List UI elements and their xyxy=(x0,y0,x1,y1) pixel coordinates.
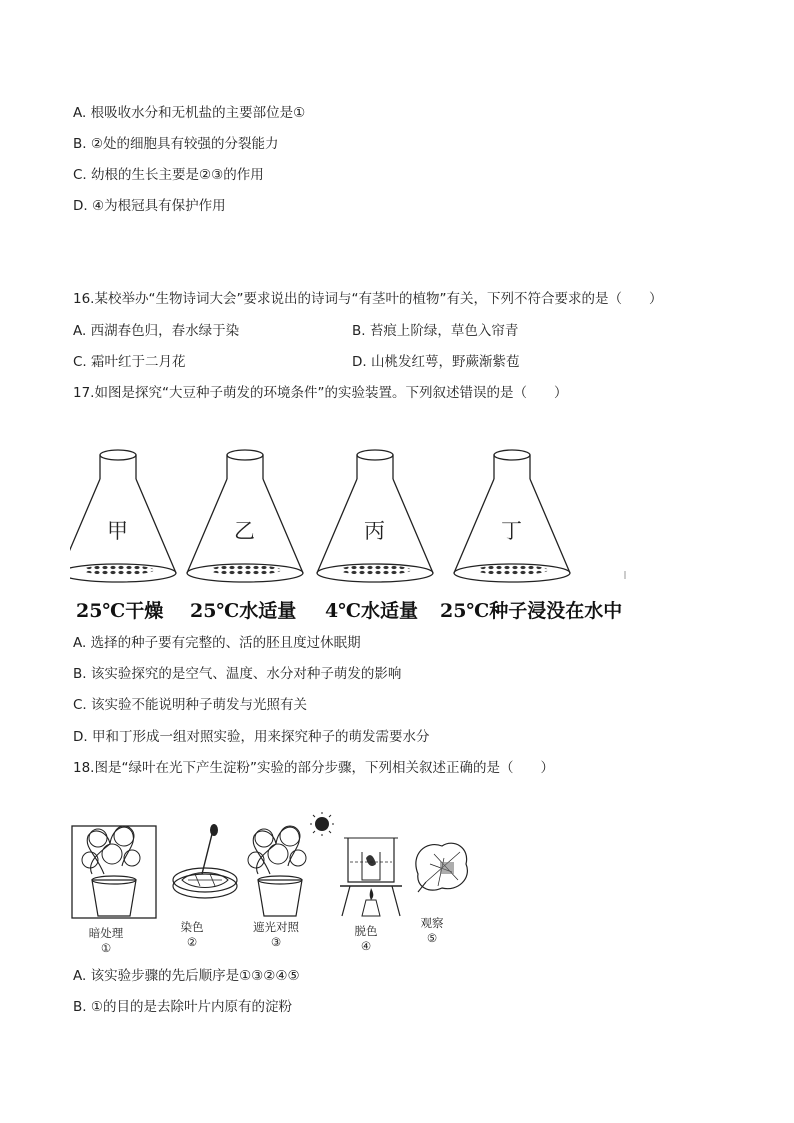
flask-condition-bing: 4℃水适量 xyxy=(325,600,418,622)
q17-stem: 17.如图是探究“大豆种子萌发的环境条件”的实验装置。下列叙述错误的是（ ） xyxy=(73,385,568,401)
q15-option-a: A. 根吸收水分和无机盐的主要部位是① xyxy=(73,105,306,121)
step-name-3: 遮光对照 xyxy=(253,920,299,934)
light-control-step xyxy=(248,812,334,916)
step-label-2 xyxy=(152,920,232,950)
q17-option-c: C. 该实验不能说明种子萌发与光照有关 xyxy=(73,697,308,713)
step-name-1: 暗处理 xyxy=(88,926,124,940)
starch-steps-diagram xyxy=(70,812,480,932)
flask-condition-yi: 25℃水适量 xyxy=(190,600,297,622)
q17-option-b: B. 该实验探究的是空气、温度、水分对种子萌发的影响 xyxy=(73,666,402,682)
q15-option-d: D. ④为根冠具有保护作用 xyxy=(73,198,226,214)
q15-option-b: B. ②处的细胞具有较强的分裂能力 xyxy=(73,136,279,152)
q18-stem: 18.图是“绿叶在光下产生淀粉”实验的部分步骤，下列相关叙述正确的是（ ） xyxy=(73,760,554,776)
flask-condition-ding: 25℃种子浸没在水中 xyxy=(440,600,623,622)
dark-treatment-step xyxy=(72,826,156,918)
q16-option-c: C. 霜叶红于二月花 xyxy=(73,354,186,370)
decolorize-step xyxy=(340,838,402,916)
q16-stem: 16.某校举办“生物诗词大会”要求说出的诗词与“有茎叶的植物”有关，下列不符合要求的是（ ） xyxy=(73,291,663,307)
flask-mark-yi: 乙 xyxy=(234,519,255,543)
flask-figure xyxy=(70,445,630,595)
step-name-4: 脱色 xyxy=(354,924,378,938)
q17-option-d: D. 甲和丁形成一组对照实验，用来探究种子的萌发需要水分 xyxy=(73,729,430,745)
flask-mark-ding: 丁 xyxy=(501,519,522,543)
step-label-3 xyxy=(236,920,316,950)
flask-mark-jia: 甲 xyxy=(107,519,128,543)
flask-mark-bing: 丙 xyxy=(364,519,385,543)
step-num-3: ③ xyxy=(270,935,282,949)
step-num-4: ④ xyxy=(360,939,372,953)
q16-option-b: B. 苔痕上阶绿，草色入帘青 xyxy=(352,323,519,339)
step-num-1: ① xyxy=(100,941,112,955)
step-num-2: ② xyxy=(186,935,198,949)
step-name-2: 染色 xyxy=(180,920,204,934)
step-name-5: 观察 xyxy=(420,916,444,930)
observation-step xyxy=(416,843,468,892)
q17-option-a: A. 选择的种子要有完整的、活的胚且度过休眠期 xyxy=(73,635,361,651)
q18-option-a: A. 该实验步骤的先后顺序是①③②④⑤ xyxy=(73,968,300,984)
step-label-1 xyxy=(66,926,146,956)
q16-option-a: A. 西湖春色归，春水绿于染 xyxy=(73,323,240,339)
flask-diagram xyxy=(70,445,630,595)
flask-condition-jia: 25℃干燥 xyxy=(76,600,164,622)
q18-option-b: B. ①的目的是去除叶片内原有的淀粉 xyxy=(73,999,292,1015)
q16-option-d: D. 山桃发红萼，野蕨渐紫苞 xyxy=(352,354,520,370)
starch-experiment-figure xyxy=(70,812,480,955)
step-label-5 xyxy=(392,916,472,946)
q15-option-c: C. 幼根的生长主要是②③的作用 xyxy=(73,167,264,183)
step-num-5: ⑤ xyxy=(426,931,438,945)
staining-step xyxy=(173,824,237,898)
